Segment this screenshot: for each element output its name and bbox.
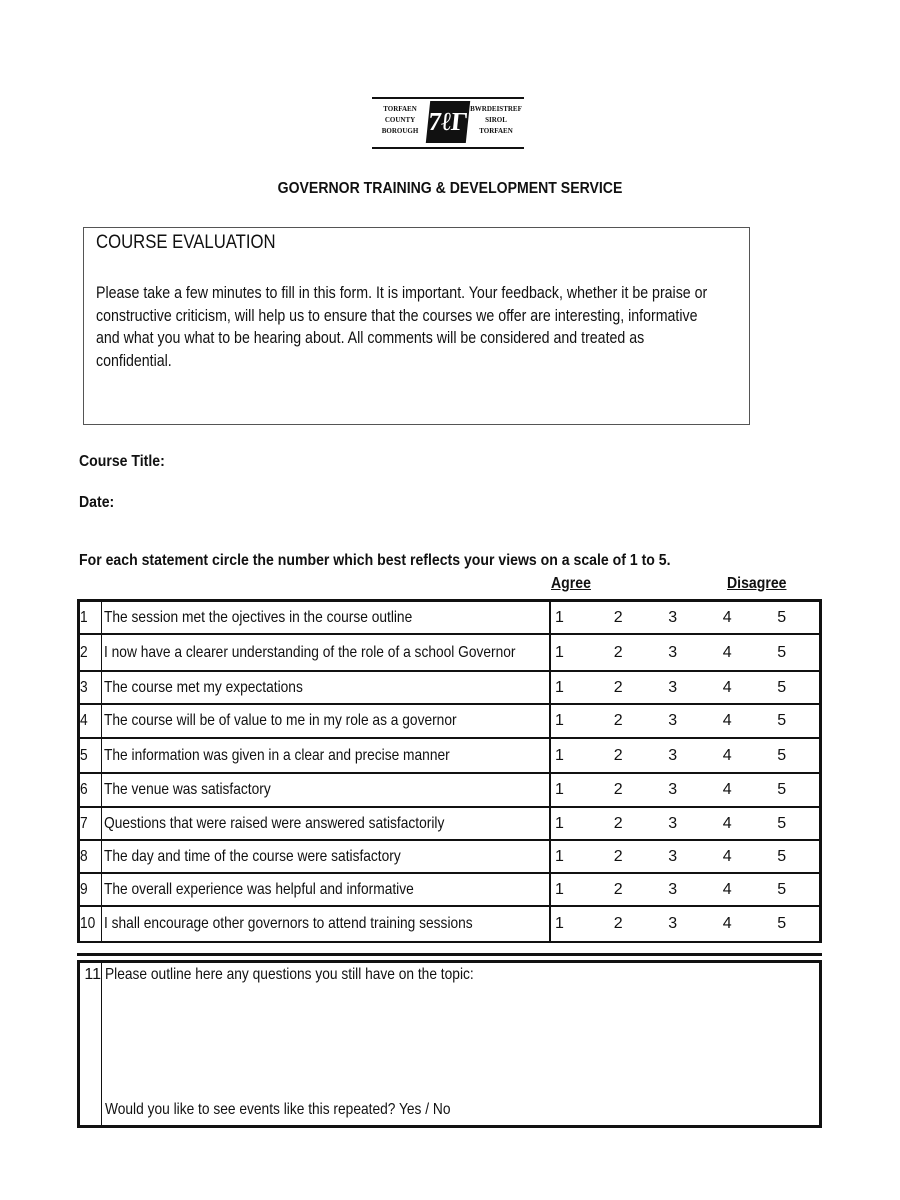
table-row xyxy=(80,774,819,808)
rating-option[interactable]: 3 xyxy=(668,915,678,932)
rating-options xyxy=(551,907,819,941)
rating-option[interactable]: 3 xyxy=(668,712,678,729)
rating-option[interactable]: 1 xyxy=(555,678,564,696)
rating-option[interactable]: 1 xyxy=(555,847,564,865)
statement-text: I now have a clearer understanding of the role of a school Governor xyxy=(104,643,516,661)
rating-option[interactable]: 2 xyxy=(613,643,623,661)
row-number xyxy=(80,672,102,703)
statement-text: The venue was satisfactory xyxy=(104,781,271,798)
rating-option[interactable]: 5 xyxy=(777,643,787,661)
rating-option[interactable]: 3 xyxy=(668,678,678,696)
rating-option[interactable]: 3 xyxy=(668,847,678,865)
question-text: Please outline here any questions you still have on the topic: xyxy=(105,966,474,983)
statement xyxy=(102,841,551,872)
rating-option[interactable]: 4 xyxy=(722,608,732,626)
statement xyxy=(102,635,551,670)
row-number xyxy=(80,739,102,772)
open-question-box[interactable] xyxy=(77,963,822,1128)
table-row xyxy=(80,874,819,907)
double-divider xyxy=(77,953,822,963)
row-number xyxy=(80,705,102,737)
table-row xyxy=(80,841,819,874)
statement xyxy=(102,705,551,737)
rating-option[interactable]: 5 xyxy=(777,678,787,696)
table-row xyxy=(80,635,819,672)
rating-option[interactable]: 5 xyxy=(777,608,787,626)
rating-option[interactable]: 3 xyxy=(668,608,678,626)
rating-option[interactable]: 1 xyxy=(555,814,564,832)
rating-options xyxy=(551,874,819,905)
table-row xyxy=(80,602,819,635)
statement xyxy=(102,907,551,941)
intro-box xyxy=(83,227,750,425)
row-number-text: 9 xyxy=(80,880,88,898)
rating-table xyxy=(77,599,822,943)
statement xyxy=(102,774,551,806)
rating-option[interactable]: 2 xyxy=(613,712,623,729)
logo-text: TORFAEN xyxy=(383,105,417,113)
rating-options xyxy=(551,774,819,806)
rating-options xyxy=(551,739,819,772)
statement xyxy=(102,808,551,839)
row-number xyxy=(80,635,102,670)
rating-option[interactable]: 4 xyxy=(722,915,732,932)
rating-option[interactable]: 3 xyxy=(668,814,678,832)
statement-text: Questions that were raised were answered satisfactorily xyxy=(104,814,445,832)
logo-mark-icon: 7ℓΓ xyxy=(426,101,470,143)
repeat-question[interactable]: Would you like to see events like this repeated? Yes / No xyxy=(105,1101,451,1118)
row-number-text: 4 xyxy=(80,712,88,729)
intro-text: Please take a few minutes to fill in this form. It is important. Your feedback, whether it be praise or constructive criticism, will help us to ensure that the courses we offer are interesting, informative and what you what to be hearing about. All comments will be considered and treated as confidential. xyxy=(96,284,708,370)
row-number xyxy=(80,874,102,905)
statement-text: The session met the ojectives in the course outline xyxy=(104,608,413,626)
row-number xyxy=(80,602,102,633)
rating-option[interactable]: 1 xyxy=(555,643,564,661)
rating-option[interactable]: 1 xyxy=(555,712,564,729)
statement-text: The overall experience was helpful and informative xyxy=(104,880,414,898)
rating-option[interactable]: 5 xyxy=(777,915,787,932)
row-number-text: 6 xyxy=(80,781,88,798)
form-title: COURSE EVALUATION xyxy=(96,232,276,253)
table-row xyxy=(80,808,819,841)
row-number-text: 2 xyxy=(80,643,88,661)
statement xyxy=(102,672,551,703)
row-number xyxy=(80,774,102,806)
rating-options xyxy=(551,841,819,872)
agree-label: Agree xyxy=(551,575,591,592)
rating-options xyxy=(551,705,819,737)
statement-text: The course met my expectations xyxy=(104,678,303,696)
table-row xyxy=(80,705,819,739)
rating-option[interactable]: 1 xyxy=(555,781,564,798)
rating-option[interactable]: 5 xyxy=(777,781,787,798)
row-number-text: 5 xyxy=(80,746,88,764)
rating-option[interactable]: 4 xyxy=(722,781,732,798)
logo-text: COUNTY xyxy=(384,116,416,124)
table-row xyxy=(80,907,819,943)
disagree-label: Disagree xyxy=(727,575,787,592)
instruction-text: For each statement circle the number which best reflects your views on a scale of 1 to 5. xyxy=(79,552,671,569)
rating-option[interactable]: 4 xyxy=(722,712,732,729)
logo-text: TORFAEN xyxy=(479,127,513,135)
rating-option[interactable]: 2 xyxy=(613,678,623,696)
row-number xyxy=(80,907,102,941)
table-row xyxy=(80,739,819,774)
rating-option[interactable]: 4 xyxy=(722,847,732,865)
date-label: Date: xyxy=(79,494,115,511)
rating-option[interactable]: 5 xyxy=(777,814,787,832)
rating-option[interactable]: 1 xyxy=(555,608,564,626)
logo-text: SIROL xyxy=(485,116,507,124)
rating-option[interactable]: 1 xyxy=(555,915,564,932)
statement-text: The information was given in a clear and precise manner xyxy=(104,746,450,764)
rating-option[interactable]: 2 xyxy=(613,781,623,798)
rating-options xyxy=(551,635,819,670)
logo-text: BWRDEISTREF xyxy=(470,105,522,113)
rating-option[interactable]: 2 xyxy=(613,814,623,832)
rating-option[interactable]: 3 xyxy=(668,781,678,798)
rating-option[interactable]: 4 xyxy=(722,643,732,661)
rating-option[interactable]: 4 xyxy=(722,678,732,696)
council-logo xyxy=(372,97,524,149)
row-number-text: 3 xyxy=(80,678,88,696)
page-title: GOVERNOR TRAINING & DEVELOPMENT SERVICE xyxy=(277,180,623,197)
rating-options xyxy=(551,808,819,839)
rating-option[interactable]: 5 xyxy=(777,746,787,764)
rating-option[interactable]: 2 xyxy=(613,847,623,865)
rating-option[interactable]: 4 xyxy=(722,814,732,832)
rating-option[interactable]: 3 xyxy=(668,880,678,898)
statement-text: The day and time of the course were satisfactory xyxy=(104,847,401,865)
rating-option[interactable]: 4 xyxy=(722,880,732,898)
statement xyxy=(102,602,551,633)
rating-options xyxy=(551,672,819,703)
row-number xyxy=(80,841,102,872)
logo-text: BOROUGH xyxy=(381,127,419,135)
rating-option[interactable]: 2 xyxy=(613,608,623,626)
row-number xyxy=(80,808,102,839)
rating-option[interactable]: 1 xyxy=(555,746,564,764)
question-number: 11 xyxy=(80,963,102,1125)
rating-option[interactable]: 5 xyxy=(777,712,787,729)
rating-options xyxy=(551,602,819,633)
rating-option[interactable]: 5 xyxy=(777,880,787,898)
course-title-label: Course Title: xyxy=(79,453,165,470)
row-number-text: 10 xyxy=(80,915,96,932)
rating-option[interactable]: 3 xyxy=(668,643,678,661)
rating-option[interactable]: 5 xyxy=(777,847,787,865)
table-row xyxy=(80,672,819,705)
row-number-text: 8 xyxy=(80,847,88,865)
rating-option[interactable]: 4 xyxy=(722,746,732,764)
statement xyxy=(102,874,551,905)
rating-option[interactable]: 1 xyxy=(555,880,564,898)
statement-text: The course will be of value to me in my role as a governor xyxy=(104,712,457,729)
statement xyxy=(102,739,551,772)
rating-option[interactable]: 2 xyxy=(613,880,623,898)
rating-option[interactable]: 3 xyxy=(668,746,678,764)
row-number-text: 7 xyxy=(80,814,88,832)
rating-option[interactable]: 2 xyxy=(613,746,623,764)
statement-text: I shall encourage other governors to attend training sessions xyxy=(104,915,473,932)
rating-option[interactable]: 2 xyxy=(613,915,623,932)
row-number-text: 1 xyxy=(80,608,88,626)
